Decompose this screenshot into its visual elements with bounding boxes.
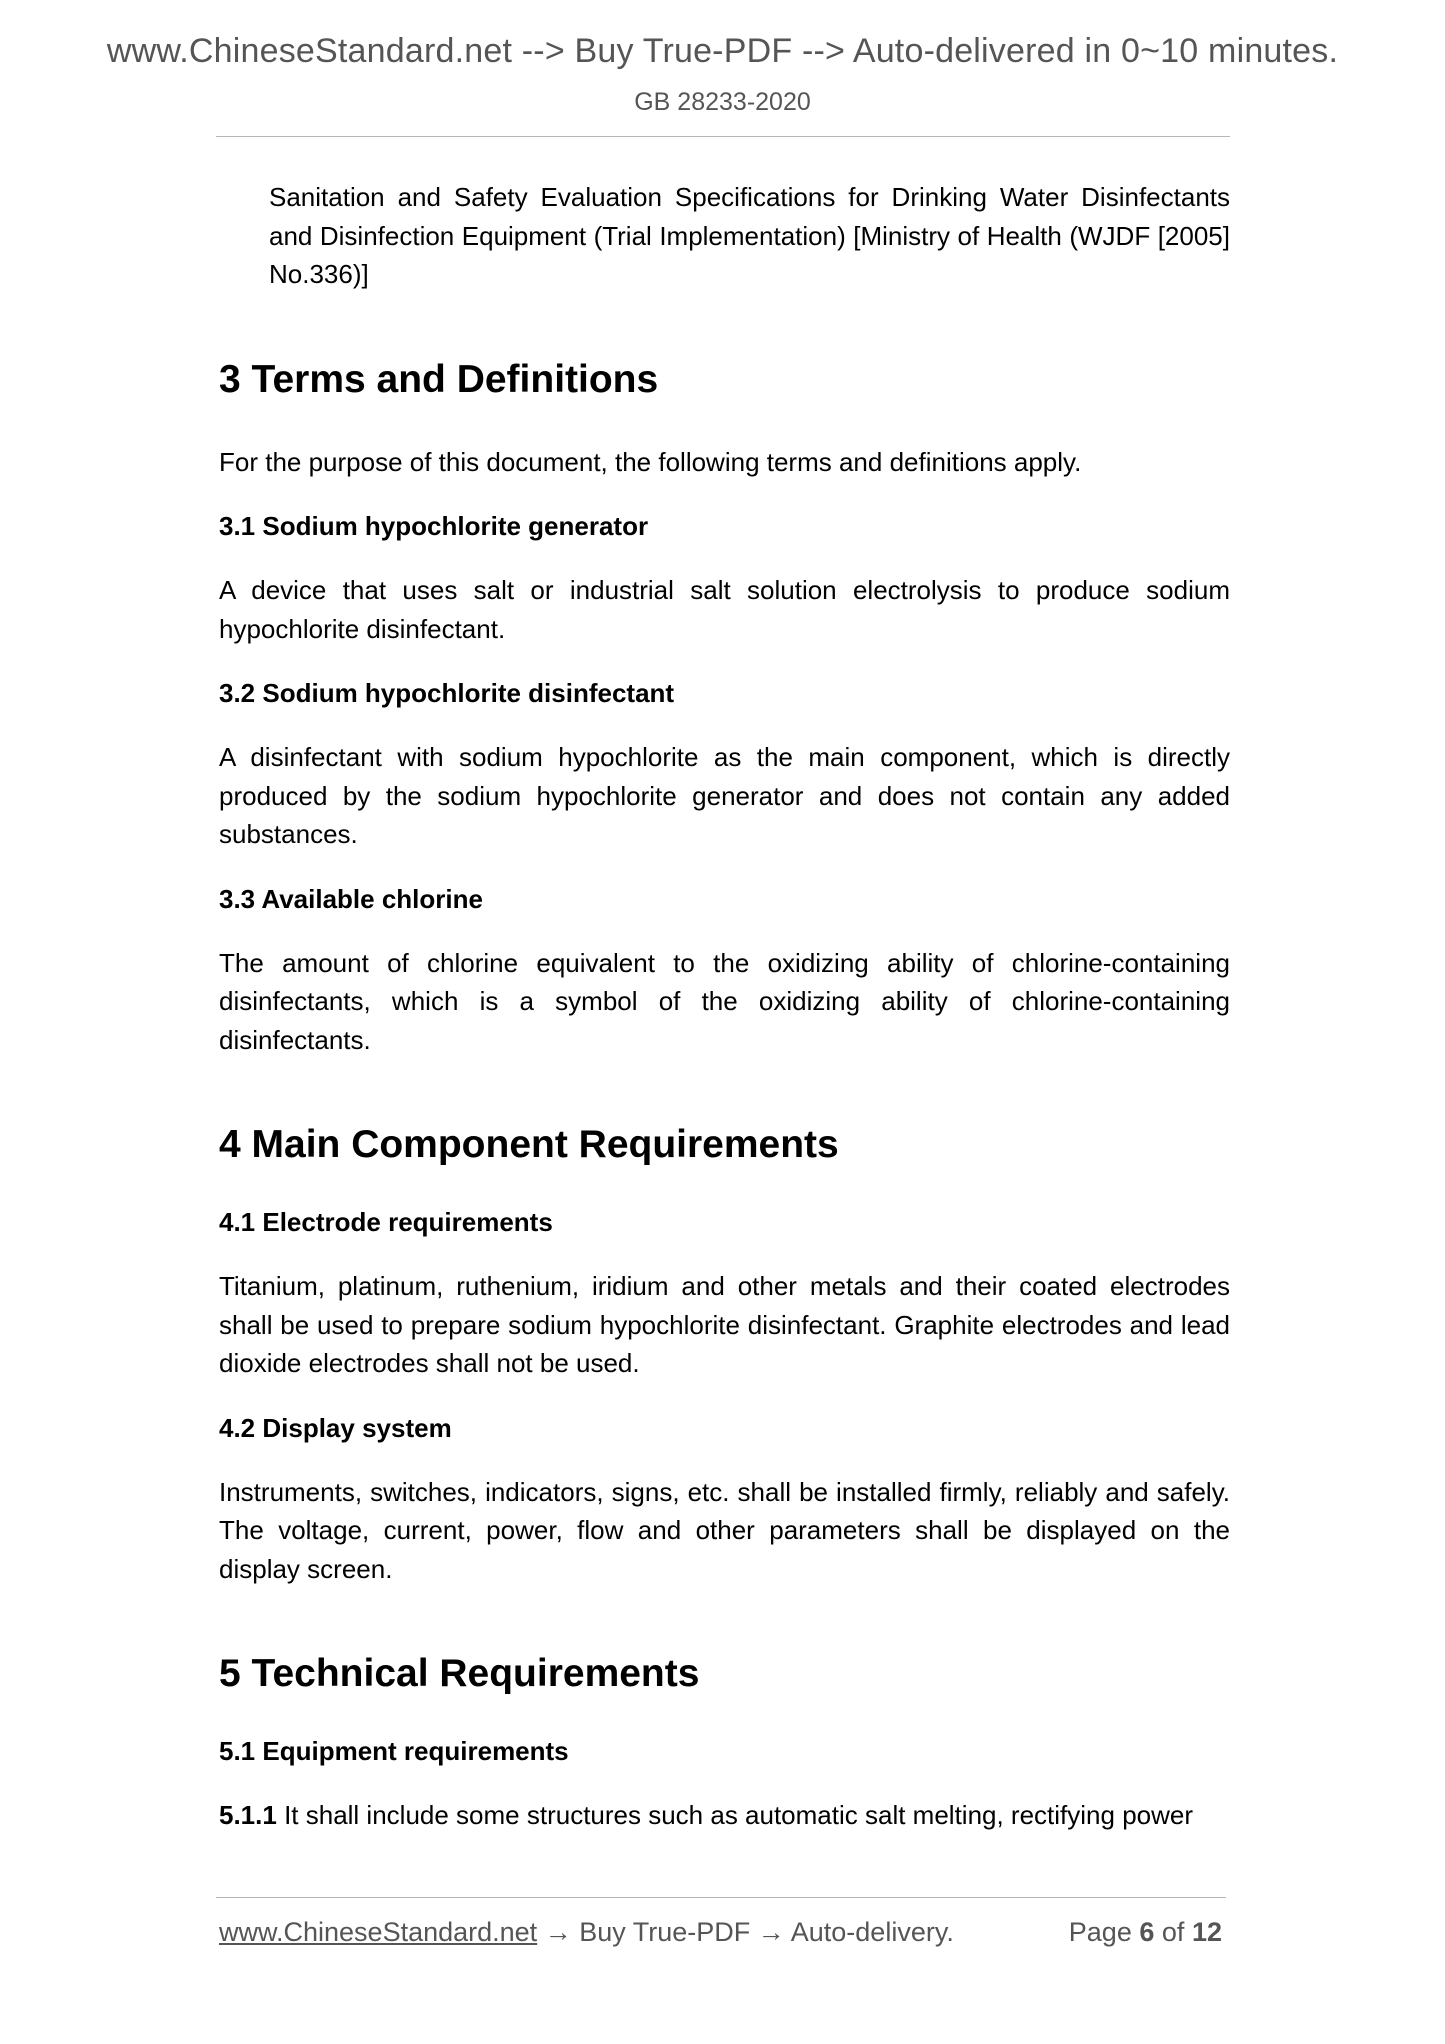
reference-paragraph: Sanitation and Safety Evaluation Specifications for Drinking Water Disinfectants and Disinfection Equipment (Trial Implementation) [Ministry of Health (WJDF [2005] No.336)]: [269, 182, 1230, 289]
document-body: [219, 178, 1230, 1835]
top-banner: www.ChineseStandard.net --> Buy True-PDF --> Auto-delivered in 0~10 minutes.: [106, 32, 1339, 70]
clause-4-2-text: Instruments, switches, indicators, signs, etc. shall be installed firmly, reliably and safely. The voltage, current, power, flow and other parameters shall be displayed on the display screen.: [219, 1476, 1230, 1584]
clause-4-1-text: Titanium, platinum, ruthenium, iridium and other metals and their coated electrodes shall be used to prepare sodium hypochlorite disinfectant. Graphite electrodes and lead dioxide electrodes shall not be used.: [219, 1271, 1230, 1378]
clause-3-2-text: A disinfectant with sodium hypochlorite as the main component, which is directly produced by the sodium hypochlorite generator and does not contain any added substances.: [219, 742, 1230, 849]
clause-3-3-text: The amount of chlorine equivalent to the oxidizing ability of chlorine-containing disinfectants, which is a symbol of the oxidizing ability of chlorine-containing disinfectants.: [219, 947, 1230, 1055]
page-total: 12: [1191, 1917, 1222, 1947]
page-label: Page: [1068, 1917, 1132, 1947]
clause-3-1-text: A device that uses salt or industrial salt solution electrolysis to produce sodium hypochlorite disinfectant.: [219, 575, 1230, 644]
section-5-heading: 5 Technical Requirements: [219, 1652, 700, 1695]
page-current: 6: [1139, 1917, 1155, 1947]
section-4-heading: 4 Main Component Requirements: [219, 1123, 839, 1166]
footer-buy-text: → Buy True-PDF → Auto-delivery.: [544, 1917, 954, 1947]
standard-code: GB 28233-2020: [634, 88, 811, 116]
clause-5-1-1-text: [219, 1796, 1230, 1835]
header-divider: [216, 136, 1230, 137]
clause-4-1-heading: 4.1 Electrode requirements: [219, 1207, 553, 1237]
footer-site-link[interactable]: www.ChineseStandard.net: [219, 1917, 538, 1947]
section-3-intro: For the purpose of this document, the following terms and definitions apply.: [219, 446, 1082, 477]
clause-3-1-heading: 3.1 Sodium hypochlorite generator: [219, 511, 649, 541]
clause-5-1-1-number: 5.1.1: [219, 1800, 277, 1830]
clause-5-1-heading: 5.1 Equipment requirements: [219, 1736, 569, 1766]
clause-4-2-heading: 4.2 Display system: [219, 1412, 452, 1443]
clause-3-3-heading: 3.3 Available chlorine: [219, 883, 483, 914]
clause-3-2-heading: 3.2 Sodium hypochlorite disinfectant: [219, 678, 675, 708]
page-indicator: [1069, 1917, 1222, 1948]
footer-divider: [216, 1897, 1226, 1898]
clause-5-1-1-body: It shall include some structures such as automatic salt melting, rectifying power: [284, 1800, 1194, 1830]
section-3-heading: 3 Terms and Definitions: [219, 357, 659, 401]
page-of-label: of: [1161, 1917, 1185, 1947]
footer-promo: [219, 1917, 954, 1948]
